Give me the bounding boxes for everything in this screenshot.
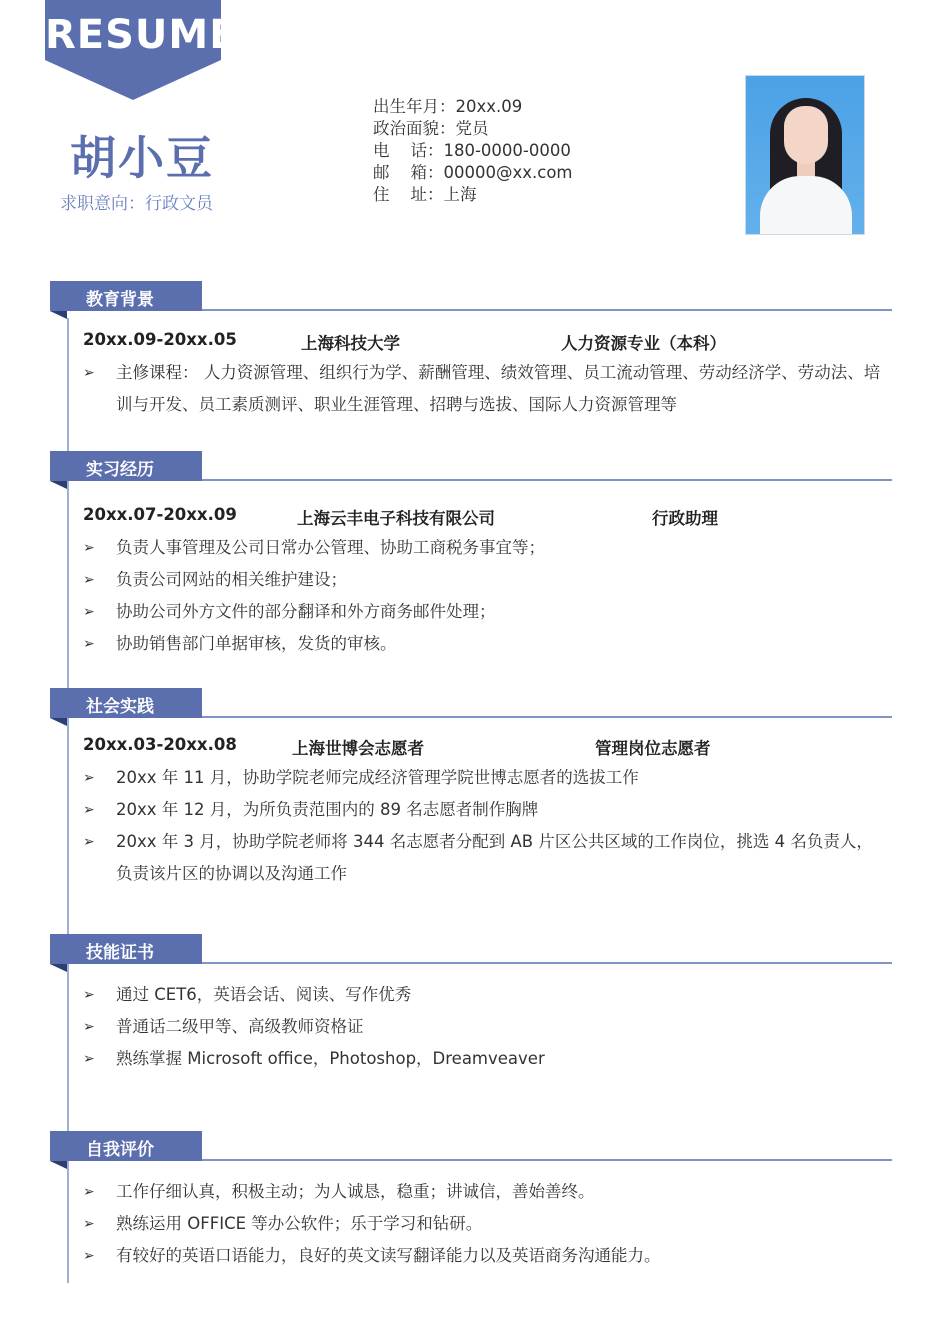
arrow-bullet-icon: ➢ <box>83 365 95 381</box>
section-divider <box>202 479 892 481</box>
resume-banner-title: RESUME <box>45 12 238 58</box>
arrow-bullet-icon: ➢ <box>83 1248 95 1264</box>
candidate-name: 胡小豆 <box>70 131 214 185</box>
section-header-self-evaluation <box>50 1131 202 1161</box>
section-divider <box>202 716 892 718</box>
social-org: 上海世博会志愿者 <box>292 739 424 758</box>
social-period: 20xx.03-20xx.08 <box>83 735 237 754</box>
edu-major: 人力资源专业（本科） <box>561 334 726 353</box>
intern-company: 上海云丰电子科技有限公司 <box>297 509 495 528</box>
arrow-bullet-icon: ➢ <box>83 540 95 556</box>
arrow-bullet-icon: ➢ <box>83 572 95 588</box>
birth-date: 出生年月：20xx.09 <box>373 97 523 116</box>
section-title: 教育背景 <box>86 290 154 310</box>
arrow-bullet-icon: ➢ <box>83 1019 95 1035</box>
section-fold <box>50 311 67 319</box>
section-divider <box>202 962 892 964</box>
arrow-bullet-icon: ➢ <box>83 802 95 818</box>
arrow-bullet-icon: ➢ <box>83 1051 95 1067</box>
intern-role: 行政助理 <box>652 509 718 528</box>
portrait-photo <box>745 75 865 235</box>
political-status: 政治面貌：党员 <box>373 119 489 138</box>
section-header-education <box>50 281 202 311</box>
email: 邮 箱：00000@xx.com <box>373 163 573 182</box>
section-divider <box>202 1159 892 1161</box>
edu-school: 上海科技大学 <box>301 334 400 353</box>
section-title: 社会实践 <box>86 697 154 717</box>
section-fold <box>50 1161 67 1169</box>
intern-period: 20xx.07-20xx.09 <box>83 505 237 524</box>
social-role: 管理岗位志愿者 <box>595 739 711 758</box>
section-title: 自我评价 <box>86 1140 154 1160</box>
job-intent: 求职意向：行政文员 <box>60 194 213 214</box>
section-header-social <box>50 688 202 718</box>
arrow-bullet-icon: ➢ <box>83 1216 95 1232</box>
section-fold <box>50 481 67 489</box>
section-fold <box>50 718 67 726</box>
section-title: 技能证书 <box>86 943 154 963</box>
arrow-bullet-icon: ➢ <box>83 987 95 1003</box>
arrow-bullet-icon: ➢ <box>83 604 95 620</box>
section-title: 实习经历 <box>86 460 154 480</box>
address: 住 址：上海 <box>373 185 477 204</box>
phone: 电 话：180-0000-0000 <box>373 141 571 160</box>
edu-period: 20xx.09-20xx.05 <box>83 330 237 349</box>
section-header-skills <box>50 934 202 964</box>
arrow-bullet-icon: ➢ <box>83 834 95 850</box>
arrow-bullet-icon: ➢ <box>83 636 95 652</box>
section-divider <box>202 309 892 311</box>
arrow-bullet-icon: ➢ <box>83 770 95 786</box>
arrow-bullet-icon: ➢ <box>83 1184 95 1200</box>
section-header-internship <box>50 451 202 481</box>
section-fold <box>50 964 67 972</box>
personal-info <box>373 96 572 206</box>
